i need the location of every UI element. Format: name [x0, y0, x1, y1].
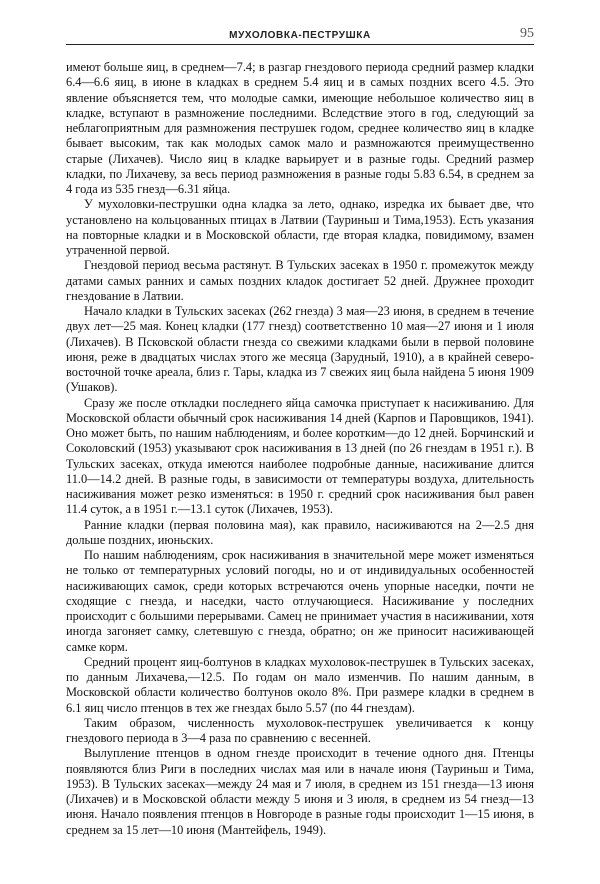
- paragraph-incubation-length: Сразу же после откладки последнего яйца самочка приступает к насиживанию. Для Московской области обычный срок насиживания 14 дней (Карпов и Паровщиков, 1941). Оно может быть, по нашим наблюдениям, и более коротким—до 12 дней. Борчинский и Соколовский (1953) указывают срок насиживания в 13 дней (по 26 гнездам в 1951 г.). В Тульских засеках, откуда имеются наиболее подробные данные, насиживание длится 11.0—14.2 дней. В разные годы, в зависимости от температуры воздуха, длительность насиживания может резко изменяться: в 1950 г. средний срок насиживания был равен 11.4 суток, а в 1951 г.—13.1 суток (Лихачев, 1953).: [66, 395, 534, 517]
- paragraph-second-clutch: У мухоловки-пеструшки одна кладка за лето, однако, изредка их бывает две, что установлено на кольцованных птицах в Латвии (Тауриньш и Тима,1953). Есть указания на повторные кладки и в Московской области, где вторая кладка, повидимому, взамен утраченной первой.: [66, 197, 534, 257]
- running-title: МУХОЛОВКА-ПЕСТРУШКА: [229, 30, 371, 41]
- page-number: 95: [520, 26, 534, 41]
- paragraph-population-increase: Таким образом, численность мухоловок-пеструшек увеличивается к концу гнездового периода в 3—4 раза по сравнению с весенней.: [66, 715, 534, 745]
- page-header: [66, 24, 534, 46]
- body-text: [66, 60, 534, 838]
- paragraph-nesting-period: Гнездовой период весьма растянут. В Тульских засеках в 1950 г. промежуток между датами самых ранних и самых поздних кладок достигает 52 дней. Дружнее проходит гнездование в Латвии.: [66, 258, 534, 303]
- paragraph-early-clutches: Ранние кладки (первая половина мая), как правило, насиживаются на 2—2.5 дня дольше поздних, июньских.: [66, 517, 534, 547]
- paragraph-laying-dates: Начало кладки в Тульских засеках (262 гнезда) 3 мая—23 июня, в среднем в течение двух лет—25 мая. Конец кладки (177 гнезд) соответственно 10 мая—27 июня и 1 июля (Лихачев). В Псковской области гнезда со свежими кладками были в первой половине июня, реже в двадцатых числах этого же месяца (Зарудный, 1910), а в крайней северо-восточной точке ареала, близ г. Тары, кладка из 7 свежих яиц была найдена 5 июня 1909 (Ушаков).: [66, 304, 534, 395]
- paragraph-incubation-behavior: По нашим наблюдениям, срок насиживания в значительной мере может изменяться не только от температурных условий погоды, но и от индивидуальных особенностей насиживающих самок, среди которых встречаются очень упорные наседки, почти не сходящие с гнезда, и наседки, часто отлучающиеся. Насиживание у последних происходит с большими перерывами. Самец не принимает участия в насиживании, хотя иногда загоняет самку, слетевшую с гнезда, обратно; он же приносит насиживающей самке корм.: [66, 548, 534, 654]
- paragraph-clutch-size: имеют больше яиц, в среднем—7.4; в разгар гнездового периода средний размер кладки 6.4—6.6 яиц, в июне в кладках в среднем 5.4 яиц и в самых поздних всего 4.5. Это явление объясняется тем, что молодые самки, имеющие небольшое количество яиц в кладке, вступают в размножение последними. Вследствие этого в год, следующий за неблагоприятным для размножения пеструшек годом, среднее количество яиц в кладке бывает высоким, так как молодых самок мало и размножаются преимущественно старые (Лихачев). Число яиц в кладке варьирует и в разные годы. Средний размер кладки, по Лихачеву, за весь период размножения в разные годы 5.83 6.54, в среднем за 4 года из 535 гнезд—6.31 яйца.: [66, 60, 534, 196]
- paragraph-addled-eggs: Средний процент яиц-болтунов в кладках мухоловок-пеструшек в Тульских засеках, по данным Лихачева,—12.5. По годам он мало изменчив. По нашим данным, в Московской области количество болтунов около 8%. При размере кладки в среднем в 6.1 яиц число птенцов в тех же гнездах было 5.57 (по 44 гнездам).: [66, 654, 534, 715]
- header-divider: [66, 44, 534, 45]
- paragraph-hatching: Вылупление птенцов в одном гнезде происходит в течение одного дня. Птенцы появляются близ Риги в последних числах мая или в начале июня (Тауриньш и Тима, 1953). В Тульских засеках—между 24 мая и 7 июля, в среднем из 151 гнезда—13 июня (Лихачев) и в Московской области между 5 июня и 3 июля, в среднем из 54 гнезд—13 июня. Начало появления птенцов в Новгороде в разные годы происходит 1—15 июня, в среднем за 15 лет—10 июня (Мантейфель, 1949).: [66, 746, 534, 837]
